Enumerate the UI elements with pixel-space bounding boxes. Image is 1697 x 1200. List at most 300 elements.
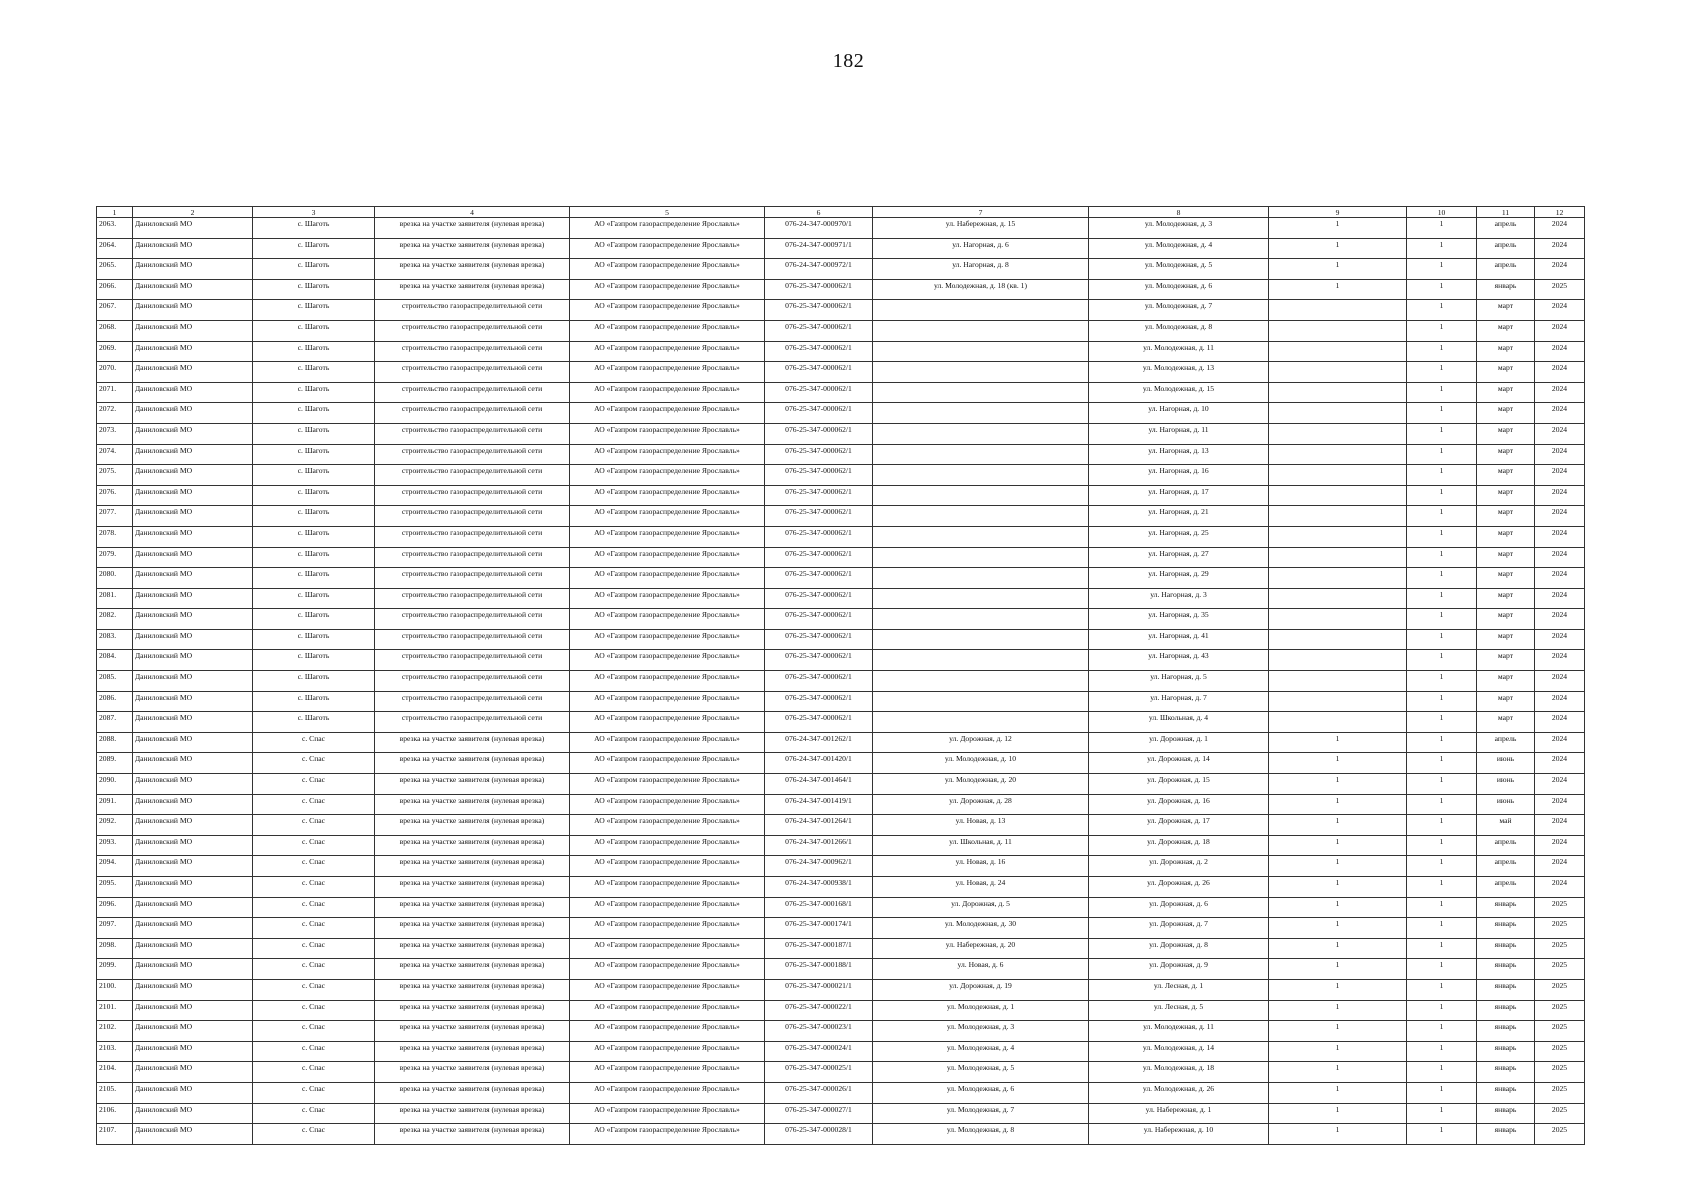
municipality-cell: Даниловский МО xyxy=(133,279,253,300)
organization-cell: АО «Газпром газораспределение Ярославль» xyxy=(570,671,765,692)
count-b-cell: 1 xyxy=(1407,979,1477,1000)
count-b-cell: 1 xyxy=(1407,362,1477,383)
settlement-cell: с. Шаготь xyxy=(253,691,375,712)
settlement-cell: с. Спас xyxy=(253,856,375,877)
year-cell: 2025 xyxy=(1535,918,1585,939)
count-a-cell xyxy=(1269,403,1407,424)
count-b-cell: 1 xyxy=(1407,918,1477,939)
year-cell: 2024 xyxy=(1535,691,1585,712)
table-row xyxy=(97,362,1585,383)
contract-number-cell: 076-25-347-000062/1 xyxy=(765,444,873,465)
month-cell: март xyxy=(1477,341,1535,362)
municipality-cell: Даниловский МО xyxy=(133,588,253,609)
row-number-cell: 2097. xyxy=(97,918,133,939)
municipality-cell: Даниловский МО xyxy=(133,526,253,547)
applicant-address-cell: ул. Молодежная, д. 20 xyxy=(873,774,1089,795)
count-a-cell: 1 xyxy=(1269,732,1407,753)
organization-cell: АО «Газпром газораспределение Ярославль» xyxy=(570,918,765,939)
contract-number-cell: 076-24-347-001266/1 xyxy=(765,835,873,856)
municipality-cell: Даниловский МО xyxy=(133,918,253,939)
organization-cell: АО «Газпром газораспределение Ярославль» xyxy=(570,444,765,465)
year-cell: 2024 xyxy=(1535,382,1585,403)
settlement-cell: с. Шаготь xyxy=(253,588,375,609)
organization-cell: АО «Газпром газораспределение Ярославль» xyxy=(570,877,765,898)
table-row xyxy=(97,1082,1585,1103)
row-number-cell: 2089. xyxy=(97,753,133,774)
municipality-cell: Даниловский МО xyxy=(133,671,253,692)
work-type-cell: строительство газораспределительной сети xyxy=(375,588,570,609)
applicant-address-cell xyxy=(873,423,1089,444)
municipality-cell: Даниловский МО xyxy=(133,362,253,383)
settlement-cell: с. Спас xyxy=(253,1041,375,1062)
applicant-address-cell: ул. Молодежная, д. 8 xyxy=(873,1124,1089,1145)
contract-number-cell: 076-25-347-000028/1 xyxy=(765,1124,873,1145)
count-a-cell xyxy=(1269,629,1407,650)
settlement-cell: с. Шаготь xyxy=(253,629,375,650)
object-address-cell: ул. Нагорная, д. 11 xyxy=(1089,423,1269,444)
count-b-cell: 1 xyxy=(1407,794,1477,815)
settlement-cell: с. Шаготь xyxy=(253,320,375,341)
count-a-cell: 1 xyxy=(1269,959,1407,980)
contract-number-cell: 076-25-347-000062/1 xyxy=(765,691,873,712)
object-address-cell: ул. Молодежная, д. 5 xyxy=(1089,259,1269,280)
municipality-cell: Даниловский МО xyxy=(133,506,253,527)
row-number-cell: 2067. xyxy=(97,300,133,321)
applicant-address-cell: ул. Молодежная, д. 5 xyxy=(873,1062,1089,1083)
row-number-cell: 2093. xyxy=(97,835,133,856)
applicant-address-cell: ул. Школьная, д. 11 xyxy=(873,835,1089,856)
object-address-cell: ул. Молодежная, д. 15 xyxy=(1089,382,1269,403)
month-cell: январь xyxy=(1477,959,1535,980)
object-address-cell: ул. Нагорная, д. 16 xyxy=(1089,465,1269,486)
settlement-cell: с. Шаготь xyxy=(253,547,375,568)
settlement-cell: с. Шаготь xyxy=(253,609,375,630)
column-header: 3 xyxy=(253,207,375,218)
year-cell: 2024 xyxy=(1535,506,1585,527)
table-row xyxy=(97,279,1585,300)
municipality-cell: Даниловский МО xyxy=(133,979,253,1000)
table-row xyxy=(97,732,1585,753)
month-cell: январь xyxy=(1477,1103,1535,1124)
work-type-cell: врезка на участке заявителя (нулевая врезка) xyxy=(375,877,570,898)
column-header: 9 xyxy=(1269,207,1407,218)
contract-number-cell: 076-25-347-000062/1 xyxy=(765,526,873,547)
count-b-cell: 1 xyxy=(1407,320,1477,341)
settlement-cell: с. Спас xyxy=(253,815,375,836)
settlement-cell: с. Спас xyxy=(253,979,375,1000)
year-cell: 2024 xyxy=(1535,423,1585,444)
object-address-cell: ул. Молодежная, д. 11 xyxy=(1089,341,1269,362)
work-type-cell: строительство газораспределительной сети xyxy=(375,403,570,424)
applicant-address-cell xyxy=(873,712,1089,733)
count-a-cell: 1 xyxy=(1269,774,1407,795)
work-type-cell: строительство газораспределительной сети xyxy=(375,526,570,547)
organization-cell: АО «Газпром газораспределение Ярославль» xyxy=(570,423,765,444)
year-cell: 2024 xyxy=(1535,732,1585,753)
count-a-cell xyxy=(1269,609,1407,630)
applicant-address-cell: ул. Молодежная, д. 18 (кв. 1) xyxy=(873,279,1089,300)
applicant-address-cell: ул. Набережная, д. 15 xyxy=(873,218,1089,239)
object-address-cell: ул. Молодежная, д. 3 xyxy=(1089,218,1269,239)
municipality-cell: Даниловский МО xyxy=(133,650,253,671)
row-number-cell: 2079. xyxy=(97,547,133,568)
organization-cell: АО «Газпром газораспределение Ярославль» xyxy=(570,650,765,671)
organization-cell: АО «Газпром газораспределение Ярославль» xyxy=(570,629,765,650)
contract-number-cell: 076-25-347-000022/1 xyxy=(765,1000,873,1021)
organization-cell: АО «Газпром газораспределение Ярославль» xyxy=(570,382,765,403)
municipality-cell: Даниловский МО xyxy=(133,629,253,650)
contract-number-cell: 076-25-347-000062/1 xyxy=(765,485,873,506)
contract-number-cell: 076-25-347-000026/1 xyxy=(765,1082,873,1103)
applicant-address-cell: ул. Молодежная, д. 7 xyxy=(873,1103,1089,1124)
year-cell: 2024 xyxy=(1535,774,1585,795)
year-cell: 2025 xyxy=(1535,959,1585,980)
table-row xyxy=(97,444,1585,465)
month-cell: март xyxy=(1477,423,1535,444)
work-type-cell: врезка на участке заявителя (нулевая врезка) xyxy=(375,218,570,239)
applicant-address-cell xyxy=(873,300,1089,321)
contract-number-cell: 076-25-347-000062/1 xyxy=(765,320,873,341)
table-row xyxy=(97,835,1585,856)
count-b-cell: 1 xyxy=(1407,341,1477,362)
object-address-cell: ул. Нагорная, д. 25 xyxy=(1089,526,1269,547)
applicant-address-cell: ул. Дорожная, д. 12 xyxy=(873,732,1089,753)
municipality-cell: Даниловский МО xyxy=(133,382,253,403)
year-cell: 2024 xyxy=(1535,753,1585,774)
contract-number-cell: 076-25-347-000062/1 xyxy=(765,300,873,321)
applicant-address-cell xyxy=(873,382,1089,403)
work-type-cell: врезка на участке заявителя (нулевая врезка) xyxy=(375,794,570,815)
month-cell: июнь xyxy=(1477,794,1535,815)
work-type-cell: врезка на участке заявителя (нулевая врезка) xyxy=(375,979,570,1000)
object-address-cell: ул. Нагорная, д. 10 xyxy=(1089,403,1269,424)
object-address-cell: ул. Дорожная, д. 8 xyxy=(1089,938,1269,959)
municipality-cell: Даниловский МО xyxy=(133,403,253,424)
row-number-cell: 2105. xyxy=(97,1082,133,1103)
object-address-cell: ул. Лесная, д. 5 xyxy=(1089,1000,1269,1021)
table-row xyxy=(97,403,1585,424)
municipality-cell: Даниловский МО xyxy=(133,753,253,774)
contract-number-cell: 076-25-347-000062/1 xyxy=(765,568,873,589)
row-number-cell: 2088. xyxy=(97,732,133,753)
work-type-cell: врезка на участке заявителя (нулевая врезка) xyxy=(375,815,570,836)
contract-number-cell: 076-24-347-001419/1 xyxy=(765,794,873,815)
contract-number-cell: 076-25-347-000188/1 xyxy=(765,959,873,980)
month-cell: январь xyxy=(1477,1082,1535,1103)
object-address-cell: ул. Нагорная, д. 3 xyxy=(1089,588,1269,609)
table-row xyxy=(97,938,1585,959)
month-cell: март xyxy=(1477,485,1535,506)
contract-number-cell: 076-25-347-000024/1 xyxy=(765,1041,873,1062)
month-cell: март xyxy=(1477,300,1535,321)
settlement-cell: с. Шаготь xyxy=(253,485,375,506)
organization-cell: АО «Газпром газораспределение Ярославль» xyxy=(570,526,765,547)
contract-number-cell: 076-24-347-000962/1 xyxy=(765,856,873,877)
year-cell: 2024 xyxy=(1535,609,1585,630)
year-cell: 2025 xyxy=(1535,938,1585,959)
municipality-cell: Даниловский МО xyxy=(133,1082,253,1103)
applicant-address-cell xyxy=(873,609,1089,630)
contract-number-cell: 076-25-347-000062/1 xyxy=(765,423,873,444)
row-number-cell: 2081. xyxy=(97,588,133,609)
object-address-cell: ул. Школьная, д. 4 xyxy=(1089,712,1269,733)
table-row xyxy=(97,774,1585,795)
contract-number-cell: 076-25-347-000062/1 xyxy=(765,403,873,424)
municipality-cell: Даниловский МО xyxy=(133,341,253,362)
work-type-cell: строительство газораспределительной сети xyxy=(375,650,570,671)
month-cell: март xyxy=(1477,629,1535,650)
object-address-cell: ул. Молодежная, д. 4 xyxy=(1089,238,1269,259)
contract-number-cell: 076-25-347-000062/1 xyxy=(765,609,873,630)
settlement-cell: с. Шаготь xyxy=(253,650,375,671)
table-row xyxy=(97,341,1585,362)
organization-cell: АО «Газпром газораспределение Ярославль» xyxy=(570,362,765,383)
table-row xyxy=(97,238,1585,259)
month-cell: март xyxy=(1477,465,1535,486)
object-address-cell: ул. Дорожная, д. 9 xyxy=(1089,959,1269,980)
year-cell: 2024 xyxy=(1535,320,1585,341)
organization-cell: АО «Газпром газораспределение Ярославль» xyxy=(570,732,765,753)
work-type-cell: строительство газораспределительной сети xyxy=(375,341,570,362)
object-address-cell: ул. Молодежная, д. 7 xyxy=(1089,300,1269,321)
work-type-cell: врезка на участке заявителя (нулевая врезка) xyxy=(375,835,570,856)
contract-number-cell: 076-24-347-001262/1 xyxy=(765,732,873,753)
applicant-address-cell xyxy=(873,650,1089,671)
count-b-cell: 1 xyxy=(1407,835,1477,856)
work-type-cell: строительство газораспределительной сети xyxy=(375,568,570,589)
month-cell: март xyxy=(1477,506,1535,527)
settlement-cell: с. Спас xyxy=(253,1082,375,1103)
count-b-cell: 1 xyxy=(1407,547,1477,568)
applicant-address-cell: ул. Новая, д. 16 xyxy=(873,856,1089,877)
table-row xyxy=(97,382,1585,403)
row-number-cell: 2065. xyxy=(97,259,133,280)
work-type-cell: строительство газораспределительной сети xyxy=(375,712,570,733)
row-number-cell: 2064. xyxy=(97,238,133,259)
object-address-cell: ул. Нагорная, д. 7 xyxy=(1089,691,1269,712)
table-row xyxy=(97,423,1585,444)
applicant-address-cell xyxy=(873,320,1089,341)
count-b-cell: 1 xyxy=(1407,423,1477,444)
count-b-cell: 1 xyxy=(1407,815,1477,836)
count-a-cell xyxy=(1269,423,1407,444)
organization-cell: АО «Газпром газораспределение Ярославль» xyxy=(570,609,765,630)
column-header: 5 xyxy=(570,207,765,218)
table-row xyxy=(97,691,1585,712)
municipality-cell: Даниловский МО xyxy=(133,1062,253,1083)
work-type-cell: строительство газораспределительной сети xyxy=(375,444,570,465)
municipality-cell: Даниловский МО xyxy=(133,794,253,815)
settlement-cell: с. Спас xyxy=(253,753,375,774)
month-cell: март xyxy=(1477,691,1535,712)
row-number-cell: 2102. xyxy=(97,1021,133,1042)
settlement-cell: с. Шаготь xyxy=(253,526,375,547)
row-number-cell: 2098. xyxy=(97,938,133,959)
row-number-cell: 2072. xyxy=(97,403,133,424)
organization-cell: АО «Газпром газораспределение Ярославль» xyxy=(570,1021,765,1042)
year-cell: 2024 xyxy=(1535,526,1585,547)
municipality-cell: Даниловский МО xyxy=(133,1021,253,1042)
applicant-address-cell: ул. Набережная, д. 20 xyxy=(873,938,1089,959)
municipality-cell: Даниловский МО xyxy=(133,732,253,753)
year-cell: 2024 xyxy=(1535,877,1585,898)
count-b-cell: 1 xyxy=(1407,526,1477,547)
count-a-cell: 1 xyxy=(1269,279,1407,300)
work-type-cell: врезка на участке заявителя (нулевая врезка) xyxy=(375,753,570,774)
row-number-cell: 2092. xyxy=(97,815,133,836)
applicant-address-cell xyxy=(873,465,1089,486)
register-table xyxy=(96,206,1585,1145)
count-a-cell: 1 xyxy=(1269,877,1407,898)
municipality-cell: Даниловский МО xyxy=(133,959,253,980)
table-row xyxy=(97,1062,1585,1083)
column-header: 7 xyxy=(873,207,1089,218)
work-type-cell: строительство газораспределительной сети xyxy=(375,506,570,527)
settlement-cell: с. Шаготь xyxy=(253,403,375,424)
count-a-cell xyxy=(1269,485,1407,506)
applicant-address-cell xyxy=(873,362,1089,383)
count-b-cell: 1 xyxy=(1407,609,1477,630)
year-cell: 2024 xyxy=(1535,485,1585,506)
applicant-address-cell: ул. Молодежная, д. 30 xyxy=(873,918,1089,939)
municipality-cell: Даниловский МО xyxy=(133,691,253,712)
work-type-cell: врезка на участке заявителя (нулевая врезка) xyxy=(375,238,570,259)
settlement-cell: с. Шаготь xyxy=(253,259,375,280)
contract-number-cell: 076-24-347-000971/1 xyxy=(765,238,873,259)
count-a-cell: 1 xyxy=(1269,753,1407,774)
applicant-address-cell xyxy=(873,547,1089,568)
month-cell: апрель xyxy=(1477,856,1535,877)
municipality-cell: Даниловский МО xyxy=(133,300,253,321)
table-row xyxy=(97,526,1585,547)
table-row xyxy=(97,629,1585,650)
month-cell: март xyxy=(1477,362,1535,383)
count-b-cell: 1 xyxy=(1407,300,1477,321)
settlement-cell: с. Спас xyxy=(253,1103,375,1124)
month-cell: март xyxy=(1477,568,1535,589)
year-cell: 2024 xyxy=(1535,794,1585,815)
table-row xyxy=(97,959,1585,980)
year-cell: 2024 xyxy=(1535,835,1585,856)
municipality-cell: Даниловский МО xyxy=(133,218,253,239)
contract-number-cell: 076-25-347-000025/1 xyxy=(765,1062,873,1083)
applicant-address-cell: ул. Молодежная, д. 4 xyxy=(873,1041,1089,1062)
organization-cell: АО «Газпром газораспределение Ярославль» xyxy=(570,568,765,589)
contract-number-cell: 076-25-347-000062/1 xyxy=(765,712,873,733)
year-cell: 2024 xyxy=(1535,815,1585,836)
year-cell: 2025 xyxy=(1535,1082,1585,1103)
work-type-cell: строительство газораспределительной сети xyxy=(375,691,570,712)
table-row xyxy=(97,218,1585,239)
year-cell: 2024 xyxy=(1535,362,1585,383)
table-row xyxy=(97,588,1585,609)
organization-cell: АО «Газпром газораспределение Ярославль» xyxy=(570,691,765,712)
count-a-cell xyxy=(1269,671,1407,692)
month-cell: апрель xyxy=(1477,238,1535,259)
contract-number-cell: 076-25-347-000062/1 xyxy=(765,629,873,650)
count-a-cell xyxy=(1269,650,1407,671)
table-row xyxy=(97,1000,1585,1021)
object-address-cell: ул. Нагорная, д. 29 xyxy=(1089,568,1269,589)
table-row xyxy=(97,753,1585,774)
month-cell: апрель xyxy=(1477,218,1535,239)
object-address-cell: ул. Нагорная, д. 5 xyxy=(1089,671,1269,692)
month-cell: январь xyxy=(1477,897,1535,918)
count-a-cell xyxy=(1269,382,1407,403)
count-b-cell: 1 xyxy=(1407,485,1477,506)
count-a-cell: 1 xyxy=(1269,1103,1407,1124)
row-number-cell: 2075. xyxy=(97,465,133,486)
settlement-cell: с. Шаготь xyxy=(253,712,375,733)
work-type-cell: строительство газораспределительной сети xyxy=(375,629,570,650)
applicant-address-cell: ул. Молодежная, д. 6 xyxy=(873,1082,1089,1103)
table-row xyxy=(97,1124,1585,1145)
row-number-cell: 2063. xyxy=(97,218,133,239)
object-address-cell: ул. Дорожная, д. 1 xyxy=(1089,732,1269,753)
row-number-cell: 2106. xyxy=(97,1103,133,1124)
applicant-address-cell: ул. Нагорная, д. 6 xyxy=(873,238,1089,259)
count-b-cell: 1 xyxy=(1407,1103,1477,1124)
object-address-cell: ул. Нагорная, д. 21 xyxy=(1089,506,1269,527)
row-number-cell: 2100. xyxy=(97,979,133,1000)
count-a-cell: 1 xyxy=(1269,979,1407,1000)
row-number-cell: 2069. xyxy=(97,341,133,362)
organization-cell: АО «Газпром газораспределение Ярославль» xyxy=(570,259,765,280)
year-cell: 2024 xyxy=(1535,547,1585,568)
work-type-cell: строительство газораспределительной сети xyxy=(375,423,570,444)
work-type-cell: врезка на участке заявителя (нулевая врезка) xyxy=(375,1021,570,1042)
year-cell: 2024 xyxy=(1535,856,1585,877)
column-header: 6 xyxy=(765,207,873,218)
contract-number-cell: 076-24-347-000938/1 xyxy=(765,877,873,898)
contract-number-cell: 076-25-347-000021/1 xyxy=(765,979,873,1000)
count-b-cell: 1 xyxy=(1407,1000,1477,1021)
year-cell: 2024 xyxy=(1535,341,1585,362)
year-cell: 2025 xyxy=(1535,1041,1585,1062)
object-address-cell: ул. Дорожная, д. 15 xyxy=(1089,774,1269,795)
count-b-cell: 1 xyxy=(1407,259,1477,280)
row-number-cell: 2078. xyxy=(97,526,133,547)
contract-number-cell: 076-25-347-000023/1 xyxy=(765,1021,873,1042)
applicant-address-cell: ул. Молодежная, д. 10 xyxy=(873,753,1089,774)
column-header: 10 xyxy=(1407,207,1477,218)
month-cell: январь xyxy=(1477,1021,1535,1042)
month-cell: апрель xyxy=(1477,877,1535,898)
contract-number-cell: 076-24-347-000972/1 xyxy=(765,259,873,280)
organization-cell: АО «Газпром газораспределение Ярославль» xyxy=(570,238,765,259)
work-type-cell: врезка на участке заявителя (нулевая врезка) xyxy=(375,1062,570,1083)
applicant-address-cell xyxy=(873,588,1089,609)
object-address-cell: ул. Нагорная, д. 17 xyxy=(1089,485,1269,506)
count-a-cell xyxy=(1269,506,1407,527)
count-b-cell: 1 xyxy=(1407,382,1477,403)
settlement-cell: с. Спас xyxy=(253,877,375,898)
work-type-cell: строительство газораспределительной сети xyxy=(375,671,570,692)
count-a-cell: 1 xyxy=(1269,238,1407,259)
organization-cell: АО «Газпром газораспределение Ярославль» xyxy=(570,835,765,856)
count-a-cell: 1 xyxy=(1269,1124,1407,1145)
municipality-cell: Даниловский МО xyxy=(133,1000,253,1021)
column-header: 8 xyxy=(1089,207,1269,218)
work-type-cell: строительство газораспределительной сети xyxy=(375,609,570,630)
month-cell: апрель xyxy=(1477,259,1535,280)
settlement-cell: с. Спас xyxy=(253,835,375,856)
settlement-cell: с. Шаготь xyxy=(253,300,375,321)
contract-number-cell: 076-24-347-001264/1 xyxy=(765,815,873,836)
municipality-cell: Даниловский МО xyxy=(133,1041,253,1062)
settlement-cell: с. Шаготь xyxy=(253,218,375,239)
contract-number-cell: 076-25-347-000062/1 xyxy=(765,465,873,486)
